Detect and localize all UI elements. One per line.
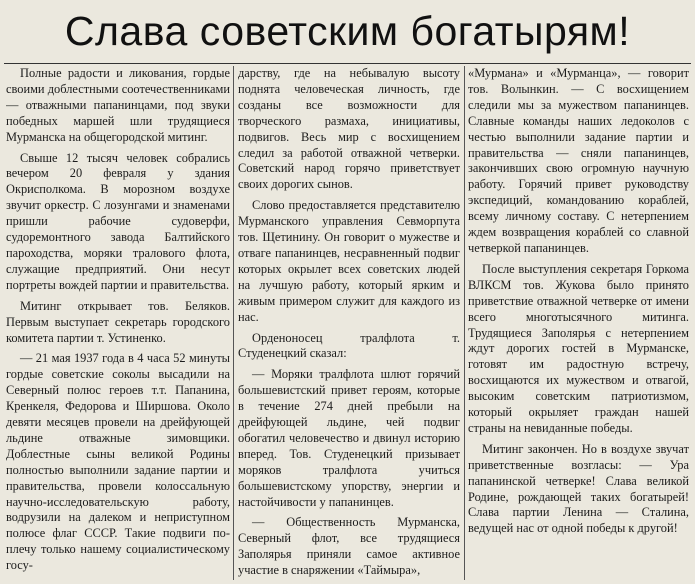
column-divider [233,66,234,580]
column-divider [464,66,465,580]
paragraph: «Мурмана» и «Мурманца», — говорит тов. Волынкин. — С восхищением следили мы за мужеством папанинцев. Славные команды наших ледоколов с честью выполнили задание партии и правительства — сняли папанинцев, закончивших свою огромную научную работу. Горячий привет руководству экспедиций, командованию кораблей, всему личному составу. С нетерпением ждем возвращения кораблей со славной четверкой папанинцев. [468,66,689,255]
paragraph: После выступления секретаря Горкома ВЛКСМ тов. Жукова было принято приветствие отважной четверке от имени всего многотысячного митинга. Трудящиеся Заполярья с нетерпением ждут дорогих гостей в Мурманске, готовят им радостную встречу, восхищаются их мужеством и отвагой, высоким советским патриотизмом, который окрыляет граждан нашей страны на невиданные победы. [468,261,689,435]
paragraph: Слово предоставляется представителю Мурманского управления Севморпута тов. Щетинину. Он говорит о мужестве и отваге папанинцев, несравненный подвиг которых окрылет всех советских людей на лучшую работу, который ярким и живым примером служит для каждого из нас. [238,198,460,324]
paragraph: Полные радости и ликования, гордые своими доблестными соотечественниками — отважными папанинцами, под звуки победных маршей шли трудящиеся Мурманска на общегородской митинг. [6,66,230,144]
article-column-2 [238,66,460,582]
headline: Слава советским богатырям! [64,8,631,54]
paragraph: Митинг закончен. Но в воздухе звучат приветственные возгласы: — Ура папанинской четверке! Слава великой Родине, рождающей таких богатырей! Слава партии Ленина — Сталина, ведущей нас от одной победы к другой! [468,441,689,536]
paragraph: Митинг открывает тов. Беляков. Первым выступает секретарь городского комитета партии т. Устиненко. [6,298,230,345]
paragraph: Свыше 12 тысяч человек собрались вечером 20 февраля у здания Окрисполкома. В морозном воздухе звучит оркестр. С лозунгами и знаменами пришли рабочие судоверфи, судоремонтного завода Балтийского пароходства, моряки тралового флота, служащие предприятий. Они несут портреты вождей партии и правительства. [6,150,230,292]
paragraph: — 21 мая 1937 года в 4 часа 52 минуты гордые советские соколы высадили на Северный полюс героев т.т. Папанина, Кренкеля, Федорова и Ширшова. Около девяти месяцев провели на дрейфующей льдине отважные зимовщики. Доблестные сыны великой Родины полностью выполнили задание партии и правительства, провели колоссальную научно-исследовательскую работу, водрузили на далеком и неприступном полюсе флаг СССР. Такие подвиги по-плечу только нашему социалистическому госу- [6,351,230,573]
paragraph: Орденоносец тралфлота т. Студенецкий сказал: [238,330,460,361]
headline-rule [4,63,691,64]
paragraph: дарству, где на небывалую высоту поднята человеческая личность, где созданы все возможности для творческого размаха, инициативы, подвигов. Весь мир с восхищением следил за работой отважной четверки. Советский народ горячо приветствует своих дорогих сынов. [238,66,460,192]
paragraph: — Моряки тралфлота шлют горячий большевистский привет героям, которые в течение 274 дней пребыли на дрейфующей льдине, чей подвиг обогатил человечество и двинул историю вперед. Тов. Студенецкий призывает моряков тралфлота учиться большевистскому упорству, энергии и настойчивости у папанинцев. [238,367,460,509]
article-column-1 [6,66,230,582]
paragraph: — Общественность Мурманска, Северный флот, все трудящиеся Заполярья приняли самое активное участие в снаряжении «Таймыра», [238,515,460,578]
article-column-3 [468,66,689,582]
